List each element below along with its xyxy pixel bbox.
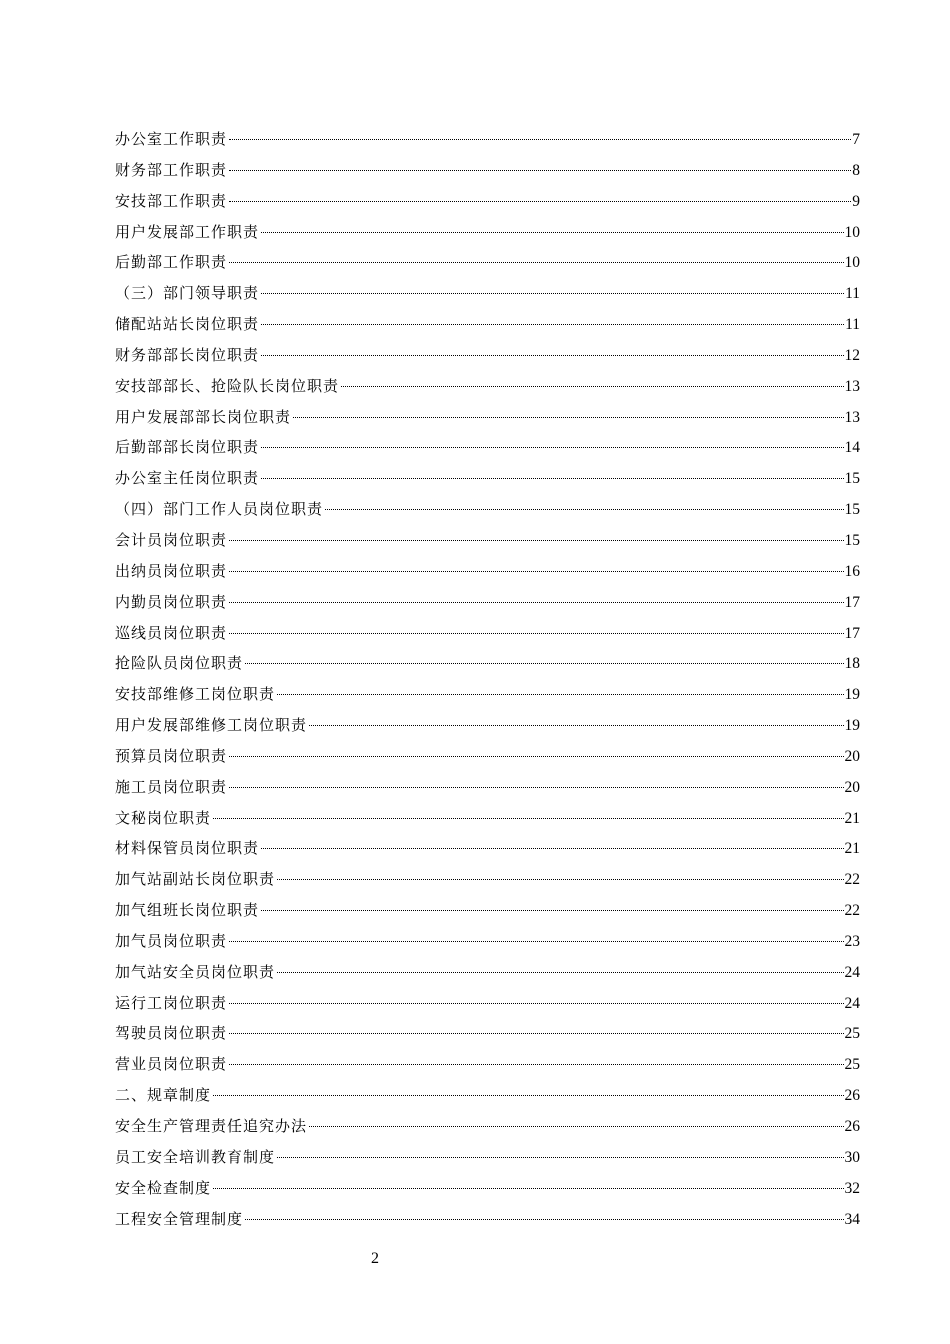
- toc-entry-title: 员工安全培训教育制度: [115, 1147, 276, 1166]
- toc-entry[interactable]: [115, 772, 860, 803]
- toc-entry-title: 文秘岗位职责: [115, 808, 212, 827]
- toc-entry-page: 26: [844, 1087, 860, 1105]
- toc-entry-page: 23: [844, 932, 860, 950]
- toc-entry-title: 安技部维修工岗位职责: [115, 685, 276, 704]
- toc-dot-leader: [261, 848, 843, 849]
- toc-entry[interactable]: [115, 340, 860, 371]
- toc-section-entry[interactable]: [115, 278, 860, 309]
- toc-entry[interactable]: [115, 463, 860, 494]
- toc-dot-leader: [229, 139, 851, 140]
- toc-entry-page: 17: [844, 593, 860, 611]
- toc-entry-page: 15: [844, 531, 860, 549]
- toc-dot-leader: [229, 571, 843, 572]
- toc-entry[interactable]: [115, 833, 860, 864]
- toc-entry-title: 加气组班长岗位职责: [115, 901, 260, 920]
- toc-entry-page: 21: [844, 809, 860, 827]
- toc-dot-leader: [229, 262, 843, 263]
- toc-dot-leader: [261, 232, 843, 233]
- toc-entry[interactable]: [115, 525, 860, 556]
- toc-dot-leader: [261, 910, 843, 911]
- toc-entry-page: 21: [844, 840, 860, 858]
- toc-entry-title: 储配站站长岗位职责: [115, 315, 260, 334]
- toc-entry[interactable]: [115, 247, 860, 278]
- table-of-contents: [115, 124, 860, 1234]
- toc-dot-leader: [277, 1157, 843, 1158]
- toc-dot-leader: [229, 633, 843, 634]
- toc-dot-leader: [245, 663, 843, 664]
- toc-dot-leader: [309, 1126, 843, 1127]
- toc-dot-leader: [245, 1219, 843, 1220]
- toc-entry-title: 出纳员岗位职责: [115, 561, 228, 580]
- toc-entry-title: 工程安全管理制度: [115, 1209, 244, 1228]
- toc-entry-title: 安全检查制度: [115, 1178, 212, 1197]
- toc-dot-leader: [229, 1033, 843, 1034]
- toc-entry[interactable]: [115, 402, 860, 433]
- toc-entry-page: 26: [844, 1118, 860, 1135]
- toc-entry[interactable]: [115, 710, 860, 741]
- toc-entry-page: 20: [844, 747, 860, 765]
- toc-entry-title: 巡线员岗位职责: [115, 623, 228, 642]
- toc-entry-title: 用户发展部维修工岗位职责: [115, 716, 308, 735]
- toc-entry[interactable]: [115, 1111, 860, 1142]
- toc-entry-title: 办公室主任岗位职责: [115, 469, 260, 488]
- toc-entry-title: 二、规章制度: [115, 1086, 212, 1105]
- toc-entry[interactable]: [115, 1018, 860, 1049]
- toc-entry[interactable]: [115, 957, 860, 988]
- toc-dot-leader: [213, 1095, 843, 1096]
- toc-entry-title: 内勤员岗位职责: [115, 592, 228, 611]
- toc-dot-leader: [229, 201, 851, 202]
- toc-dot-leader: [325, 509, 843, 510]
- toc-entry-title: 驾驶员岗位职责: [115, 1024, 228, 1043]
- toc-section-entry[interactable]: [115, 1080, 860, 1111]
- toc-entry[interactable]: [115, 186, 860, 217]
- toc-entry-page: 10: [844, 254, 860, 272]
- toc-dot-leader: [341, 386, 843, 387]
- toc-dot-leader: [229, 170, 851, 171]
- toc-entry-title: 运行工岗位职责: [115, 993, 228, 1012]
- toc-dot-leader: [261, 324, 844, 325]
- toc-entry-page: 8: [852, 161, 860, 179]
- toc-dot-leader: [229, 1064, 843, 1065]
- toc-entry[interactable]: [115, 1204, 860, 1235]
- toc-entry-page: 25: [844, 1025, 860, 1043]
- toc-entry[interactable]: [115, 556, 860, 587]
- toc-entry-title: 安全生产管理责任追究办法: [115, 1117, 308, 1135]
- toc-entry[interactable]: [115, 1049, 860, 1080]
- toc-entry-title: 营业员岗位职责: [115, 1055, 228, 1074]
- toc-entry[interactable]: [115, 155, 860, 186]
- toc-entry-title: 安技部部长、抢险队长岗位职责: [115, 376, 340, 395]
- toc-entry[interactable]: [115, 895, 860, 926]
- toc-entry-title: 加气员岗位职责: [115, 931, 228, 950]
- toc-dot-leader: [261, 355, 843, 356]
- toc-entry-title: 施工员岗位职责: [115, 777, 228, 796]
- toc-entry-title: 后勤部工作职责: [115, 253, 228, 272]
- toc-entry-title: 会计员岗位职责: [115, 530, 228, 549]
- toc-entry-page: 13: [844, 408, 860, 426]
- toc-entry[interactable]: [115, 309, 860, 340]
- toc-entry[interactable]: [115, 217, 860, 248]
- toc-entry-page: 9: [852, 192, 860, 210]
- toc-dot-leader: [229, 1003, 843, 1004]
- toc-dot-leader: [229, 756, 843, 757]
- page-number: 2: [371, 1250, 379, 1267]
- toc-entry-page: 25: [844, 1056, 860, 1074]
- toc-dot-leader: [277, 972, 843, 973]
- toc-entry-page: 13: [844, 377, 860, 395]
- toc-entry-title: （四）部门工作人员岗位职责: [115, 500, 324, 519]
- toc-dot-leader: [261, 478, 843, 479]
- toc-entry-page: 7: [852, 131, 860, 148]
- toc-dot-leader: [229, 540, 843, 541]
- toc-dot-leader: [293, 417, 843, 418]
- toc-entry[interactable]: [115, 371, 860, 402]
- toc-entry[interactable]: [115, 988, 860, 1019]
- toc-entry-page: 22: [844, 902, 860, 920]
- toc-entry-page: 15: [844, 501, 860, 519]
- toc-entry[interactable]: [115, 803, 860, 834]
- toc-entry[interactable]: [115, 864, 860, 895]
- toc-entry-title: 财务部工作职责: [115, 160, 228, 179]
- toc-dot-leader: [213, 1188, 843, 1189]
- toc-entry-page: 19: [844, 717, 860, 735]
- toc-entry[interactable]: [115, 1173, 860, 1204]
- toc-entry-page: 16: [844, 562, 860, 580]
- toc-entry[interactable]: [115, 432, 860, 463]
- toc-entry[interactable]: [115, 587, 860, 618]
- toc-entry-title: 预算员岗位职责: [115, 746, 228, 765]
- toc-section-entry[interactable]: [115, 494, 860, 525]
- toc-entry-title: 抢险队员岗位职责: [115, 654, 244, 673]
- toc-entry[interactable]: [115, 926, 860, 957]
- toc-entry-page: 22: [844, 871, 860, 889]
- toc-entry-page: 30: [844, 1148, 860, 1166]
- toc-entry[interactable]: [115, 741, 860, 772]
- toc-entry-page: 10: [844, 223, 860, 241]
- toc-entry-title: （三）部门领导职责: [115, 284, 260, 303]
- toc-dot-leader: [261, 447, 843, 448]
- toc-dot-leader: [277, 694, 843, 695]
- toc-entry-title: 加气站副站长岗位职责: [115, 870, 276, 889]
- toc-dot-leader: [229, 941, 843, 942]
- toc-entry-title: 用户发展部工作职责: [115, 222, 260, 241]
- toc-entry-page: 19: [844, 686, 860, 704]
- toc-entry-page: 11: [845, 316, 860, 334]
- toc-entry-page: 11: [845, 285, 860, 303]
- toc-dot-leader: [213, 818, 843, 819]
- toc-entry[interactable]: [115, 124, 860, 155]
- toc-entry-title: 用户发展部部长岗位职责: [115, 407, 292, 426]
- toc-entry-page: 24: [844, 963, 860, 981]
- toc-entry-page: 24: [844, 994, 860, 1012]
- toc-entry-title: 材料保管员岗位职责: [115, 839, 260, 858]
- toc-entry-page: 12: [844, 346, 860, 364]
- toc-entry[interactable]: [115, 618, 860, 649]
- toc-entry[interactable]: [115, 679, 860, 710]
- toc-entry-title: 加气站安全员岗位职责: [115, 962, 276, 981]
- toc-entry-page: 34: [844, 1210, 860, 1228]
- toc-dot-leader: [229, 602, 843, 603]
- toc-entry[interactable]: [115, 648, 860, 679]
- toc-entry-page: 15: [844, 470, 860, 488]
- toc-entry-page: 17: [844, 624, 860, 642]
- toc-dot-leader: [261, 293, 844, 294]
- toc-entry-title: 后勤部部长岗位职责: [115, 438, 260, 457]
- toc-entry-title: 办公室工作职责: [115, 130, 228, 148]
- toc-dot-leader: [229, 787, 843, 788]
- toc-entry-title: 财务部部长岗位职责: [115, 345, 260, 364]
- toc-dot-leader: [277, 879, 843, 880]
- toc-entry-page: 32: [844, 1179, 860, 1197]
- toc-dot-leader: [309, 725, 843, 726]
- toc-entry[interactable]: [115, 1142, 860, 1173]
- toc-entry-title: 安技部工作职责: [115, 191, 228, 210]
- toc-entry-page: 18: [844, 655, 860, 673]
- toc-entry-page: 14: [844, 439, 860, 457]
- toc-entry-page: 20: [844, 778, 860, 796]
